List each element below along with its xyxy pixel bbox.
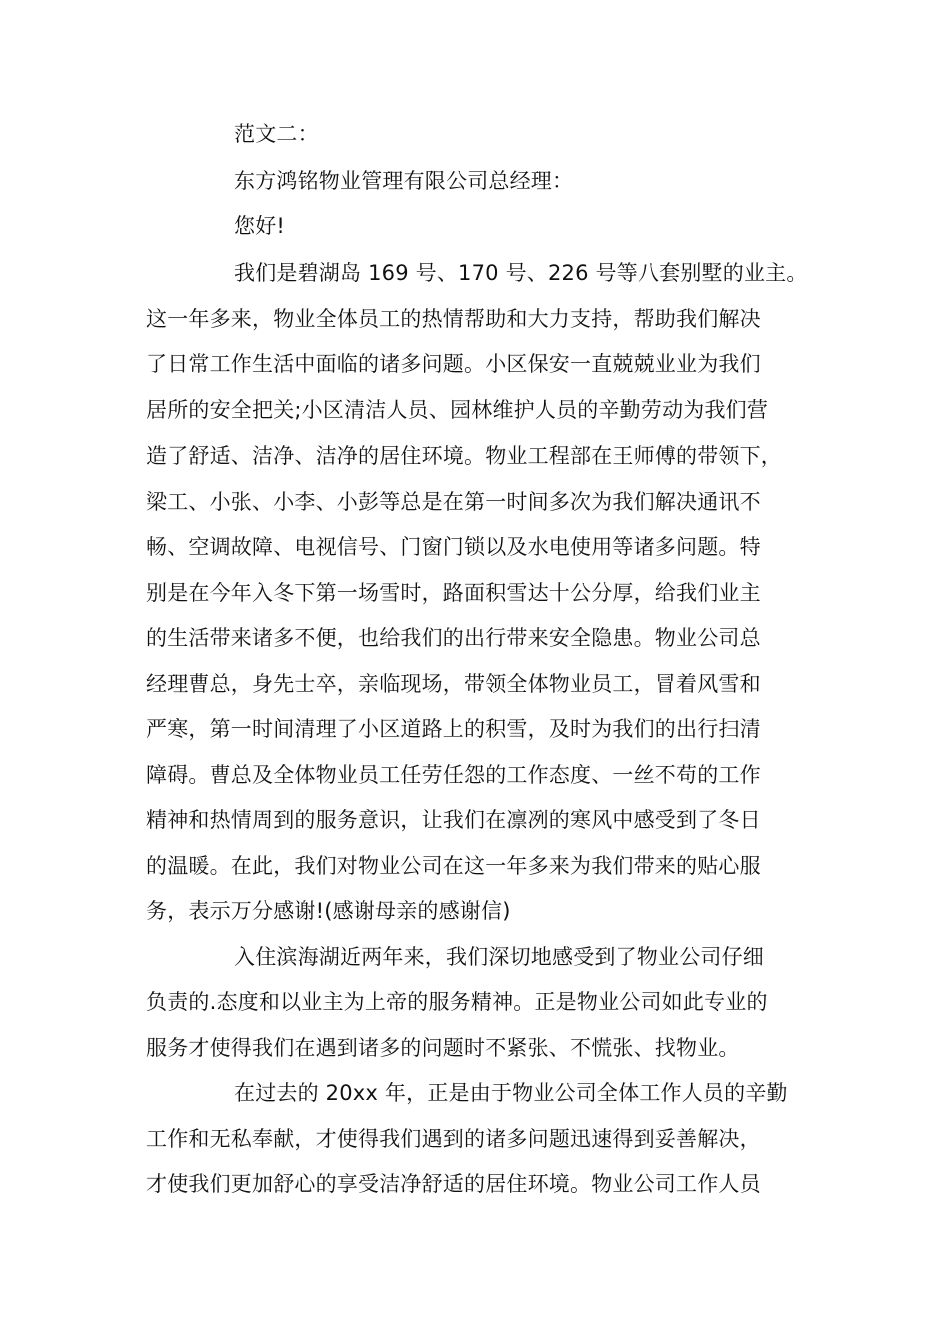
paragraph-line: 服务才使得我们在遇到诸多的问题时不紧张、不慌张、找物业。 bbox=[146, 1036, 740, 1060]
doc-heading: 范文二： bbox=[234, 122, 319, 146]
paragraph-line: 负责的.态度和以业主为上帝的服务精神。正是物业公司如此专业的 bbox=[146, 990, 768, 1014]
paragraph-line: 工作和无私奉献，才使得我们遇到的诸多问题迅速得到妥善解决， bbox=[146, 1127, 761, 1151]
paragraph-line: 的温暖。在此，我们对物业公司在这一年多来为我们带来的贴心服 bbox=[146, 854, 761, 878]
greeting: 您好! bbox=[234, 214, 286, 238]
paragraph-line: 务，表示万分感谢!(感谢母亲的感谢信) bbox=[146, 899, 511, 923]
paragraph-line: 才使我们更加舒心的享受洁净舒适的居住环境。物业公司工作人员 bbox=[146, 1172, 761, 1196]
paragraph-line: 梁工、小张、小李、小彭等总是在第一时间多次为我们解决通讯不 bbox=[146, 490, 761, 514]
paragraph-line: 在过去的 20xx 年，正是由于物业公司全体工作人员的辛勤 bbox=[234, 1081, 788, 1105]
paragraph-line: 别是在今年入冬下第一场雪时，路面积雪达十公分厚，给我们业主 bbox=[146, 581, 761, 605]
paragraph-line: 造了舒适、洁净、洁净的居住环境。物业工程部在王师傅的带领下， bbox=[146, 444, 782, 468]
paragraph-line: 畅、空调故障、电视信号、门窗门锁以及水电使用等诸多问题。特 bbox=[146, 535, 761, 559]
salutation: 东方鸿铭物业管理有限公司总经理： bbox=[234, 169, 574, 193]
paragraph-line: 这一年多来，物业全体员工的热情帮助和大力支持，帮助我们解决 bbox=[146, 307, 761, 331]
paragraph-line: 了日常工作生活中面临的诸多问题。小区保安一直兢兢业业为我们 bbox=[146, 352, 761, 376]
paragraph-line: 的生活带来诸多不便，也给我们的出行带来安全隐患。物业公司总 bbox=[146, 626, 761, 650]
paragraph-line: 经理曹总，身先士卒，亲临现场，带领全体物业员工，冒着风雪和 bbox=[146, 672, 761, 696]
paragraph-line: 入住滨海湖近两年来，我们深切地感受到了物业公司仔细 bbox=[234, 945, 764, 969]
paragraph-line: 严寒，第一时间清理了小区道路上的积雪，及时为我们的出行扫清 bbox=[146, 717, 761, 741]
paragraph-line: 居所的安全把关;小区清洁人员、园林维护人员的辛勤劳动为我们营 bbox=[146, 398, 769, 422]
paragraph-line: 我们是碧湖岛 169 号、170 号、226 号等八套别墅的业主。 bbox=[234, 261, 808, 285]
paragraph-line: 精神和热情周到的服务意识，让我们在凛冽的寒风中感受到了冬日 bbox=[146, 808, 761, 832]
paragraph-line: 障碍。曹总及全体物业员工任劳任怨的工作态度、一丝不苟的工作 bbox=[146, 763, 761, 787]
